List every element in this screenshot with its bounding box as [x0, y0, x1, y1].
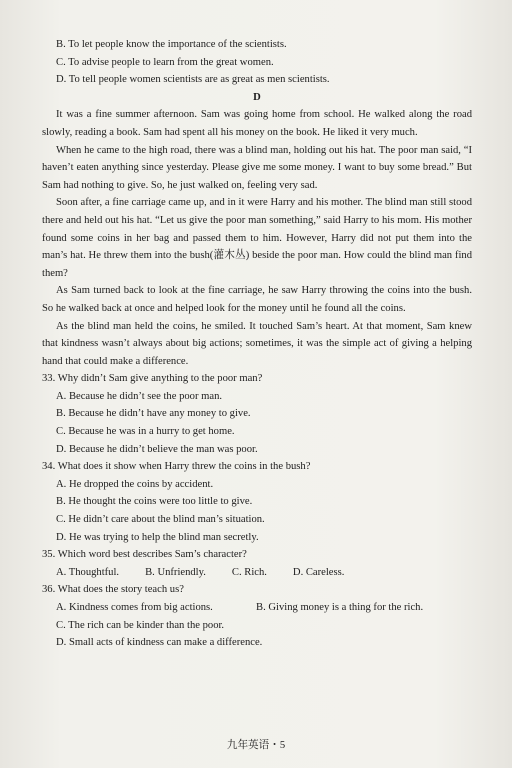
- page-footer: 九年英语・5: [226, 740, 286, 751]
- question-34-option-b: B. He thought the coins were too little to give.: [56, 496, 253, 508]
- question-35-option-a: A. Thoughtful.: [56, 566, 120, 578]
- question-33-option-a: A. Because he didn’t see the poor man.: [56, 390, 223, 402]
- question-33-option-d: D. Because he didn’t believe the man was poor.: [56, 443, 258, 455]
- question-36-options-row-1: [42, 599, 472, 617]
- question-35-option-c: C. Rich.: [231, 566, 267, 578]
- question-34-option-a: A. He dropped the coins by accident.: [56, 478, 214, 490]
- question-35-stem: 35. Which word best describes Sam’s character?: [42, 549, 247, 561]
- question-36-option-b: B. Giving money is a thing for the rich.: [256, 602, 424, 613]
- question-36-option-d: D. Small acts of kindness can make a difference.: [56, 637, 263, 649]
- question-36-option-c: C. The rich can be kinder than the poor.: [56, 619, 225, 631]
- question-36-stem: 36. What does the story teach us?: [42, 584, 184, 596]
- prev-option-d: D. To tell people women scientists are as great as men scientists.: [56, 74, 330, 86]
- question-35-option-d: D. Careless.: [292, 566, 345, 578]
- passage-paragraph-3: Soon after, a fine carriage came up, and in it were Harry and his mother. The blind man still stood there and held out his hat. “Let us give the poor man something,” said Harry to his mom. His mother found some coins in her bag and passed them to him. However, Harry did not put them into the man’s hat. He threw them into the bush(灌木丛) beside the poor man. How could the blind man find them?: [42, 197, 472, 279]
- passage-paragraph-5: As the blind man held the coins, he smiled. It touched Sam’s heart. At that moment, Sam knew that kindness wasn’t always about big actions; sometimes, it was the simple act of giving a helping hand that could make a difference.: [42, 320, 472, 367]
- passage-paragraph-4: As Sam turned back to look at the fine carriage, he saw Harry throwing the coins into the bush. So he walked back at once and helped look for the money until he found all the coins.: [42, 285, 472, 314]
- passage-paragraph-1: It was a fine summer afternoon. Sam was going home from school. He walked along the road slowly, reading a book. Sam had spent all his money on the book. He liked it very much.: [42, 109, 472, 138]
- question-33-option-b: B. Because he didn’t have any money to give.: [56, 408, 251, 420]
- question-35-options: [42, 564, 472, 582]
- question-36-option-a: A. Kindness comes from big actions.: [56, 602, 213, 613]
- question-33-stem: 33. Why didn’t Sam give anything to the poor man?: [42, 373, 263, 385]
- page-content: [42, 36, 472, 652]
- question-35-option-b: B. Unfriendly.: [145, 566, 206, 578]
- prev-option-c: C. To advise people to learn from the great women.: [56, 56, 274, 68]
- passage-paragraph-2: When he came to the high road, there was a blind man, holding out his hat. The poor man said, “I haven’t eaten anything since yesterday. Please give me some money. I want to buy some bread.” But Sam had nothing to give. So, he just walked on, feeling very sad.: [42, 144, 472, 191]
- question-34-option-c: C. He didn’t care about the blind man’s situation.: [56, 514, 265, 526]
- prev-option-b: B. To let people know the importance of the scientists.: [56, 39, 287, 50]
- question-33-option-c: C. Because he was in a hurry to get home.: [56, 426, 235, 438]
- section-label: D: [253, 91, 261, 103]
- question-34-stem: 34. What does it show when Harry threw the coins in the bush?: [42, 461, 311, 473]
- question-34-option-d: D. He was trying to help the blind man secretly.: [56, 531, 259, 543]
